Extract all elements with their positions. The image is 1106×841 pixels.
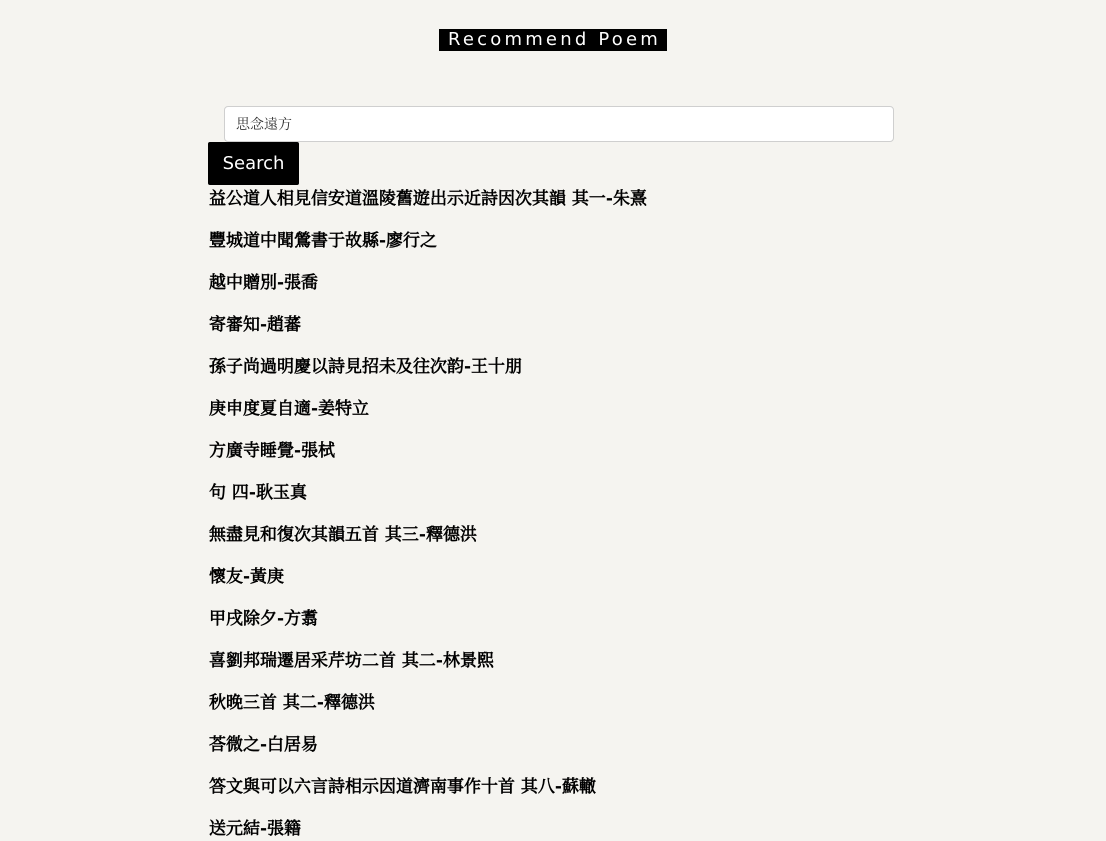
- poem-item[interactable]: 庚申度夏自適-姜特立: [209, 399, 370, 419]
- poem-item[interactable]: 懷友-黃庚: [209, 567, 285, 587]
- poem-item[interactable]: 句 四-耿玉真: [209, 483, 307, 503]
- poem-item[interactable]: 喜劉邦瑞遷居采芹坊二首 其二-林景熙: [209, 651, 494, 671]
- poem-item[interactable]: 送元結-張籍: [209, 819, 302, 839]
- poem-item[interactable]: 越中贈別-張喬: [209, 273, 319, 293]
- poem-item[interactable]: 孫子尚過明慶以詩見招未及往次韵-王十朋: [209, 357, 523, 377]
- poem-item[interactable]: 益公道人相見信安道溫陵舊遊出示近詩因次其韻 其一-朱熹: [209, 189, 647, 209]
- poem-item[interactable]: 方廣寺睡覺-張栻: [209, 441, 336, 461]
- poem-item[interactable]: 寄審知-趙蕃: [209, 315, 302, 335]
- poem-item[interactable]: 無盡見和復次其韻五首 其三-釋德洪: [209, 525, 477, 545]
- poem-item[interactable]: 答文與可以六言詩相示因道濟南事作十首 其八-蘇轍: [209, 777, 596, 797]
- search-button[interactable]: Search: [208, 142, 299, 185]
- search-input[interactable]: [224, 106, 894, 142]
- poem-item[interactable]: 甲戌除夕-方翥: [209, 609, 319, 629]
- poem-item[interactable]: 荅微之-白居易: [209, 735, 319, 755]
- page-title: Recommend Poem: [439, 29, 667, 51]
- title-container: [0, 29, 1106, 51]
- poem-item[interactable]: 秋晚三首 其二-釋德洪: [209, 693, 375, 713]
- poem-list: [209, 187, 647, 841]
- poem-item[interactable]: 豐城道中聞鶯書于故縣-廖行之: [209, 231, 438, 251]
